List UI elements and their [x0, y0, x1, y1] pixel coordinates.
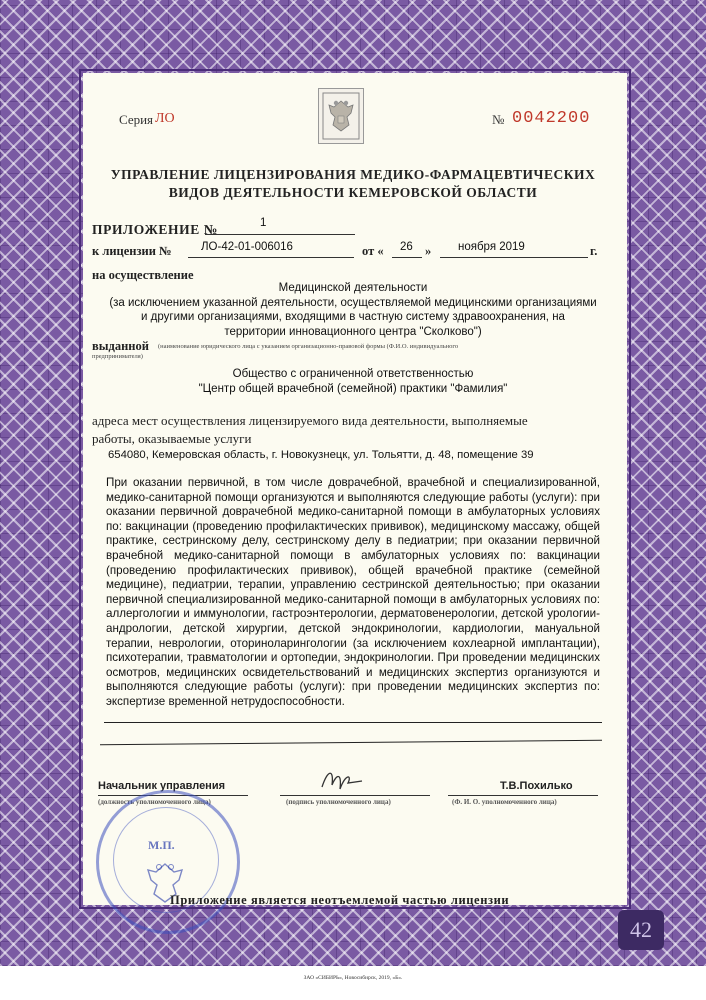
name-line — [448, 795, 598, 796]
appendix-number: 1 — [260, 217, 267, 229]
year-suffix: г. — [590, 244, 598, 258]
blank-number: 0042200 — [512, 109, 591, 128]
issued-caption-2: предпринимателя) — [92, 353, 143, 360]
activity-block — [90, 281, 616, 339]
activity-note-3: территории инновационного центра "Сколково") — [224, 325, 482, 338]
number-label: № — [492, 112, 505, 127]
activity-note-1: (за исключением указанной деятельности, осуществляемой медицинскими организациями — [109, 296, 597, 309]
organization-line-1: Общество с ограниченной ответственностью — [232, 368, 474, 380]
series-label: Серия — [119, 112, 154, 127]
date-close-quote: » — [425, 244, 432, 258]
license-day: 26 — [400, 241, 413, 253]
series-value: ЛО — [155, 111, 175, 126]
services-list: При оказании первичной, в том числе доврачебной, врачебной и специализированной, медико-санитарной помощи организуются и выполняются следующие работы (услуги): при оказании первичной доврачебной медико-санитарной помощи в амбулаторных условиях по: вакцинации (проведению профилактических прививок), медицинскому массажу, общей практике, сестринскому делу, сестринскому делу в педиатрии; при оказании первичной врачебной медико-санитарной помощи в амбулаторных условиях по: вакцинации (проведению профилактических прививок), общей врачебной практике (семейной медицине), педиатрии, терапии, управлению сестринской деятельностью; при оказании первичной специализированной медико-санитарной помощи в амбулаторных условиях по: аллергологии и иммунологии, гастроэнтерологии, дерматовенерологии, детской урологии-андрологии, детской хирургии, детской эндокринологии, кардиологии, мануальной терапии, неврологии, оториноларингологии (за исключением кохлеарной имплантации), психотерапии, травматологии и ортопедии, эндокринологии. При проведении медицинских осмотров, медицинских освидетельствований и медицинских экспертиз организуются и выполняются следующие работы (услуги): при проведении медицинских экспертиз по: экспертизе временной нетрудоспособности. — [106, 476, 600, 708]
issued-caption-1: (наименование юридического лица с указанием организационно-правовой формы (Ф.И.О. индивидуального — [158, 343, 459, 350]
license-number: ЛО-42-01-006016 — [201, 241, 293, 253]
signatory-name: Т.В.Похилько — [500, 780, 573, 792]
bottom-margin — [0, 966, 706, 1000]
name-caption: (Ф. И. О. уполномоченного лица) — [452, 798, 557, 806]
address-label — [92, 412, 612, 448]
signatory-position: Начальник управления — [98, 780, 226, 792]
issuing-authority — [90, 166, 616, 202]
license-day-line — [392, 257, 422, 258]
sign-line — [280, 795, 430, 796]
double-headed-eagle-icon — [319, 89, 363, 143]
address-value: 654080, Кемеровская область, г. Новокузнецк, ул. Тольятти, д. 48, помещение 39 — [108, 449, 534, 461]
address-label-2: работы, оказываемые услуги — [92, 431, 252, 446]
services-end-line-1 — [104, 722, 602, 723]
activity-label: на осуществление — [92, 268, 194, 282]
date-from-label: от « — [362, 244, 384, 258]
authority-line-1: УПРАВЛЕНИЕ ЛИЦЕНЗИРОВАНИЯ МЕДИКО-ФАРМАЦЕВТИЧЕСКИХ — [110, 167, 596, 182]
corner-number-badge: 42 — [618, 910, 664, 950]
license-label: к лицензии № — [92, 244, 172, 258]
license-month-year: ноября 2019 — [458, 241, 525, 253]
position-caption: (должность уполномоченного лица) — [98, 798, 211, 806]
address-label-1: адреса мест осуществления лицензируемого вида деятельности, выполняемые — [92, 413, 528, 428]
organization-line-2: "Центр общей врачебной (семейной) практики "Фамилия" — [198, 382, 508, 395]
stamp-mp-label: М.П. — [148, 838, 175, 852]
appendix-label: ПРИЛОЖЕНИЕ № — [92, 222, 218, 237]
activity-note-2: и другими организациями, входящими в частную систему здравоохранения, на — [141, 311, 565, 323]
license-number-line — [188, 257, 354, 258]
issued-label: выданной — [92, 339, 149, 353]
printer-imprint: ЗАО «СИБИРЬ», Новосибирск, 2019, «Б». — [303, 975, 403, 981]
appendix-footer-note: Приложение является неотъемлемой частью лицензии — [170, 893, 510, 907]
license-month-line — [440, 257, 588, 258]
signature-icon — [318, 765, 368, 795]
coat-of-arms-emblem — [318, 88, 364, 144]
activity-title: Медицинской деятельности — [278, 282, 428, 294]
organization-name — [90, 367, 616, 396]
appendix-number-line — [205, 234, 355, 235]
authority-line-2: ВИДОВ ДЕЯТЕЛЬНОСТИ КЕМЕРОВСКОЙ ОБЛАСТИ — [168, 185, 538, 200]
sign-caption: (подпись уполномоченного лица) — [286, 798, 391, 806]
